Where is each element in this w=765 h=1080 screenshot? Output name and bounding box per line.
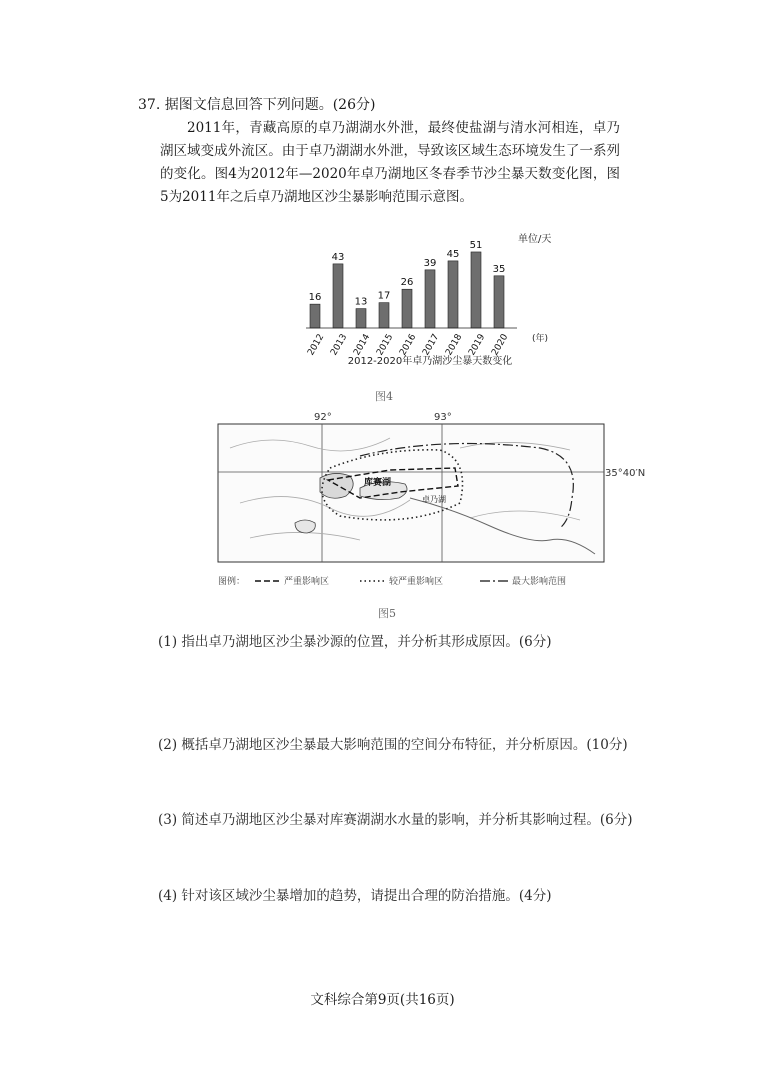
figure4-bar-chart: [300, 228, 560, 378]
bar-2019: [471, 252, 481, 328]
tick-label-2017: 2017: [421, 332, 442, 358]
lon-label-93: 93°: [434, 412, 452, 423]
question-paragraph: 2011年，青藏高原的卓乃湖湖水外泄，最终使盐湖与清水河相连，卓乃湖区域变成外流区。由于卓乃湖湖水外泄，导致该区域生态环境发生了一系列的变化。图4为2012年—2020年卓乃湖地区冬春季节沙尘暴天数变化图，图5为2011年之后卓乃湖地区沙尘暴影响范围示意图。: [160, 120, 620, 205]
bar-2013: [333, 264, 343, 328]
bar-2014: [356, 309, 366, 328]
subquestion-1: (1) 指出卓乃湖地区沙尘暴沙源的位置，并分析其形成原因。(6分): [158, 634, 552, 650]
bar-2020: [494, 276, 504, 328]
bar-2016: [402, 289, 412, 328]
lon-label-92: 92°: [314, 412, 332, 423]
bar-value-2013: 43: [331, 251, 345, 263]
bar-value-2020: 35: [492, 263, 506, 275]
subquestion-2: (2) 概括卓乃湖地区沙尘暴最大影响范围的空间分布特征，并分析原因。(10分): [158, 737, 628, 753]
legend-less-severe: 较严重影响区: [389, 577, 444, 587]
tick-label-2015: 2015: [375, 332, 396, 358]
tick-label-2020: 2020: [490, 332, 511, 358]
bar-2017: [425, 270, 435, 328]
bar-2015: [379, 303, 389, 328]
bar-2018: [448, 261, 458, 328]
bar-value-2019: 51: [469, 239, 483, 251]
place-label-zhuonai: 卓乃湖: [422, 495, 446, 504]
bar-2012: [310, 304, 320, 328]
chart-title: 2012-2020年卓乃湖沙尘暴天数变化: [347, 356, 513, 367]
chart-x-suffix: (年): [532, 334, 549, 344]
tick-label-2018: 2018: [444, 332, 465, 358]
bar-value-2017: 39: [423, 257, 437, 269]
place-label-kusai: 库赛湖: [364, 478, 392, 488]
legend-max-range: 最大影响范围: [512, 577, 567, 587]
chart-unit-label: 单位/天: [518, 234, 552, 245]
tick-label-2014: 2014: [352, 332, 373, 358]
page-footer: 文科综合第9页(共16页): [310, 992, 455, 1008]
figure5-map: [210, 408, 646, 600]
tick-label-2013: 2013: [329, 332, 350, 358]
bar-value-2015: 17: [377, 290, 391, 302]
bar-value-2018: 45: [446, 248, 460, 260]
legend-prefix: 图例：: [218, 577, 246, 587]
bar-value-2012: 16: [308, 292, 322, 304]
lake-outline: [295, 520, 315, 533]
bar-value-2016: 26: [400, 277, 414, 289]
figure4-caption: 图4: [375, 390, 393, 403]
tick-label-2012: 2012: [306, 332, 327, 358]
tick-label-2019: 2019: [467, 332, 488, 358]
bar-value-2014: 13: [354, 296, 368, 308]
legend-severe: 严重影响区: [284, 577, 330, 587]
lat-label: 35°40′N: [605, 468, 646, 479]
figure5-caption: 图5: [378, 607, 396, 620]
subquestion-4: (4) 针对该区域沙尘暴增加的趋势，请提出合理的防治措施。(4分): [158, 888, 552, 904]
tick-label-2016: 2016: [398, 332, 419, 358]
subquestion-3: (3) 简述卓乃湖地区沙尘暴对库赛湖湖水水量的影响，并分析其影响过程。(6分): [158, 812, 633, 828]
question-title: 37. 据图文信息回答下列问题。(26分): [138, 97, 376, 113]
